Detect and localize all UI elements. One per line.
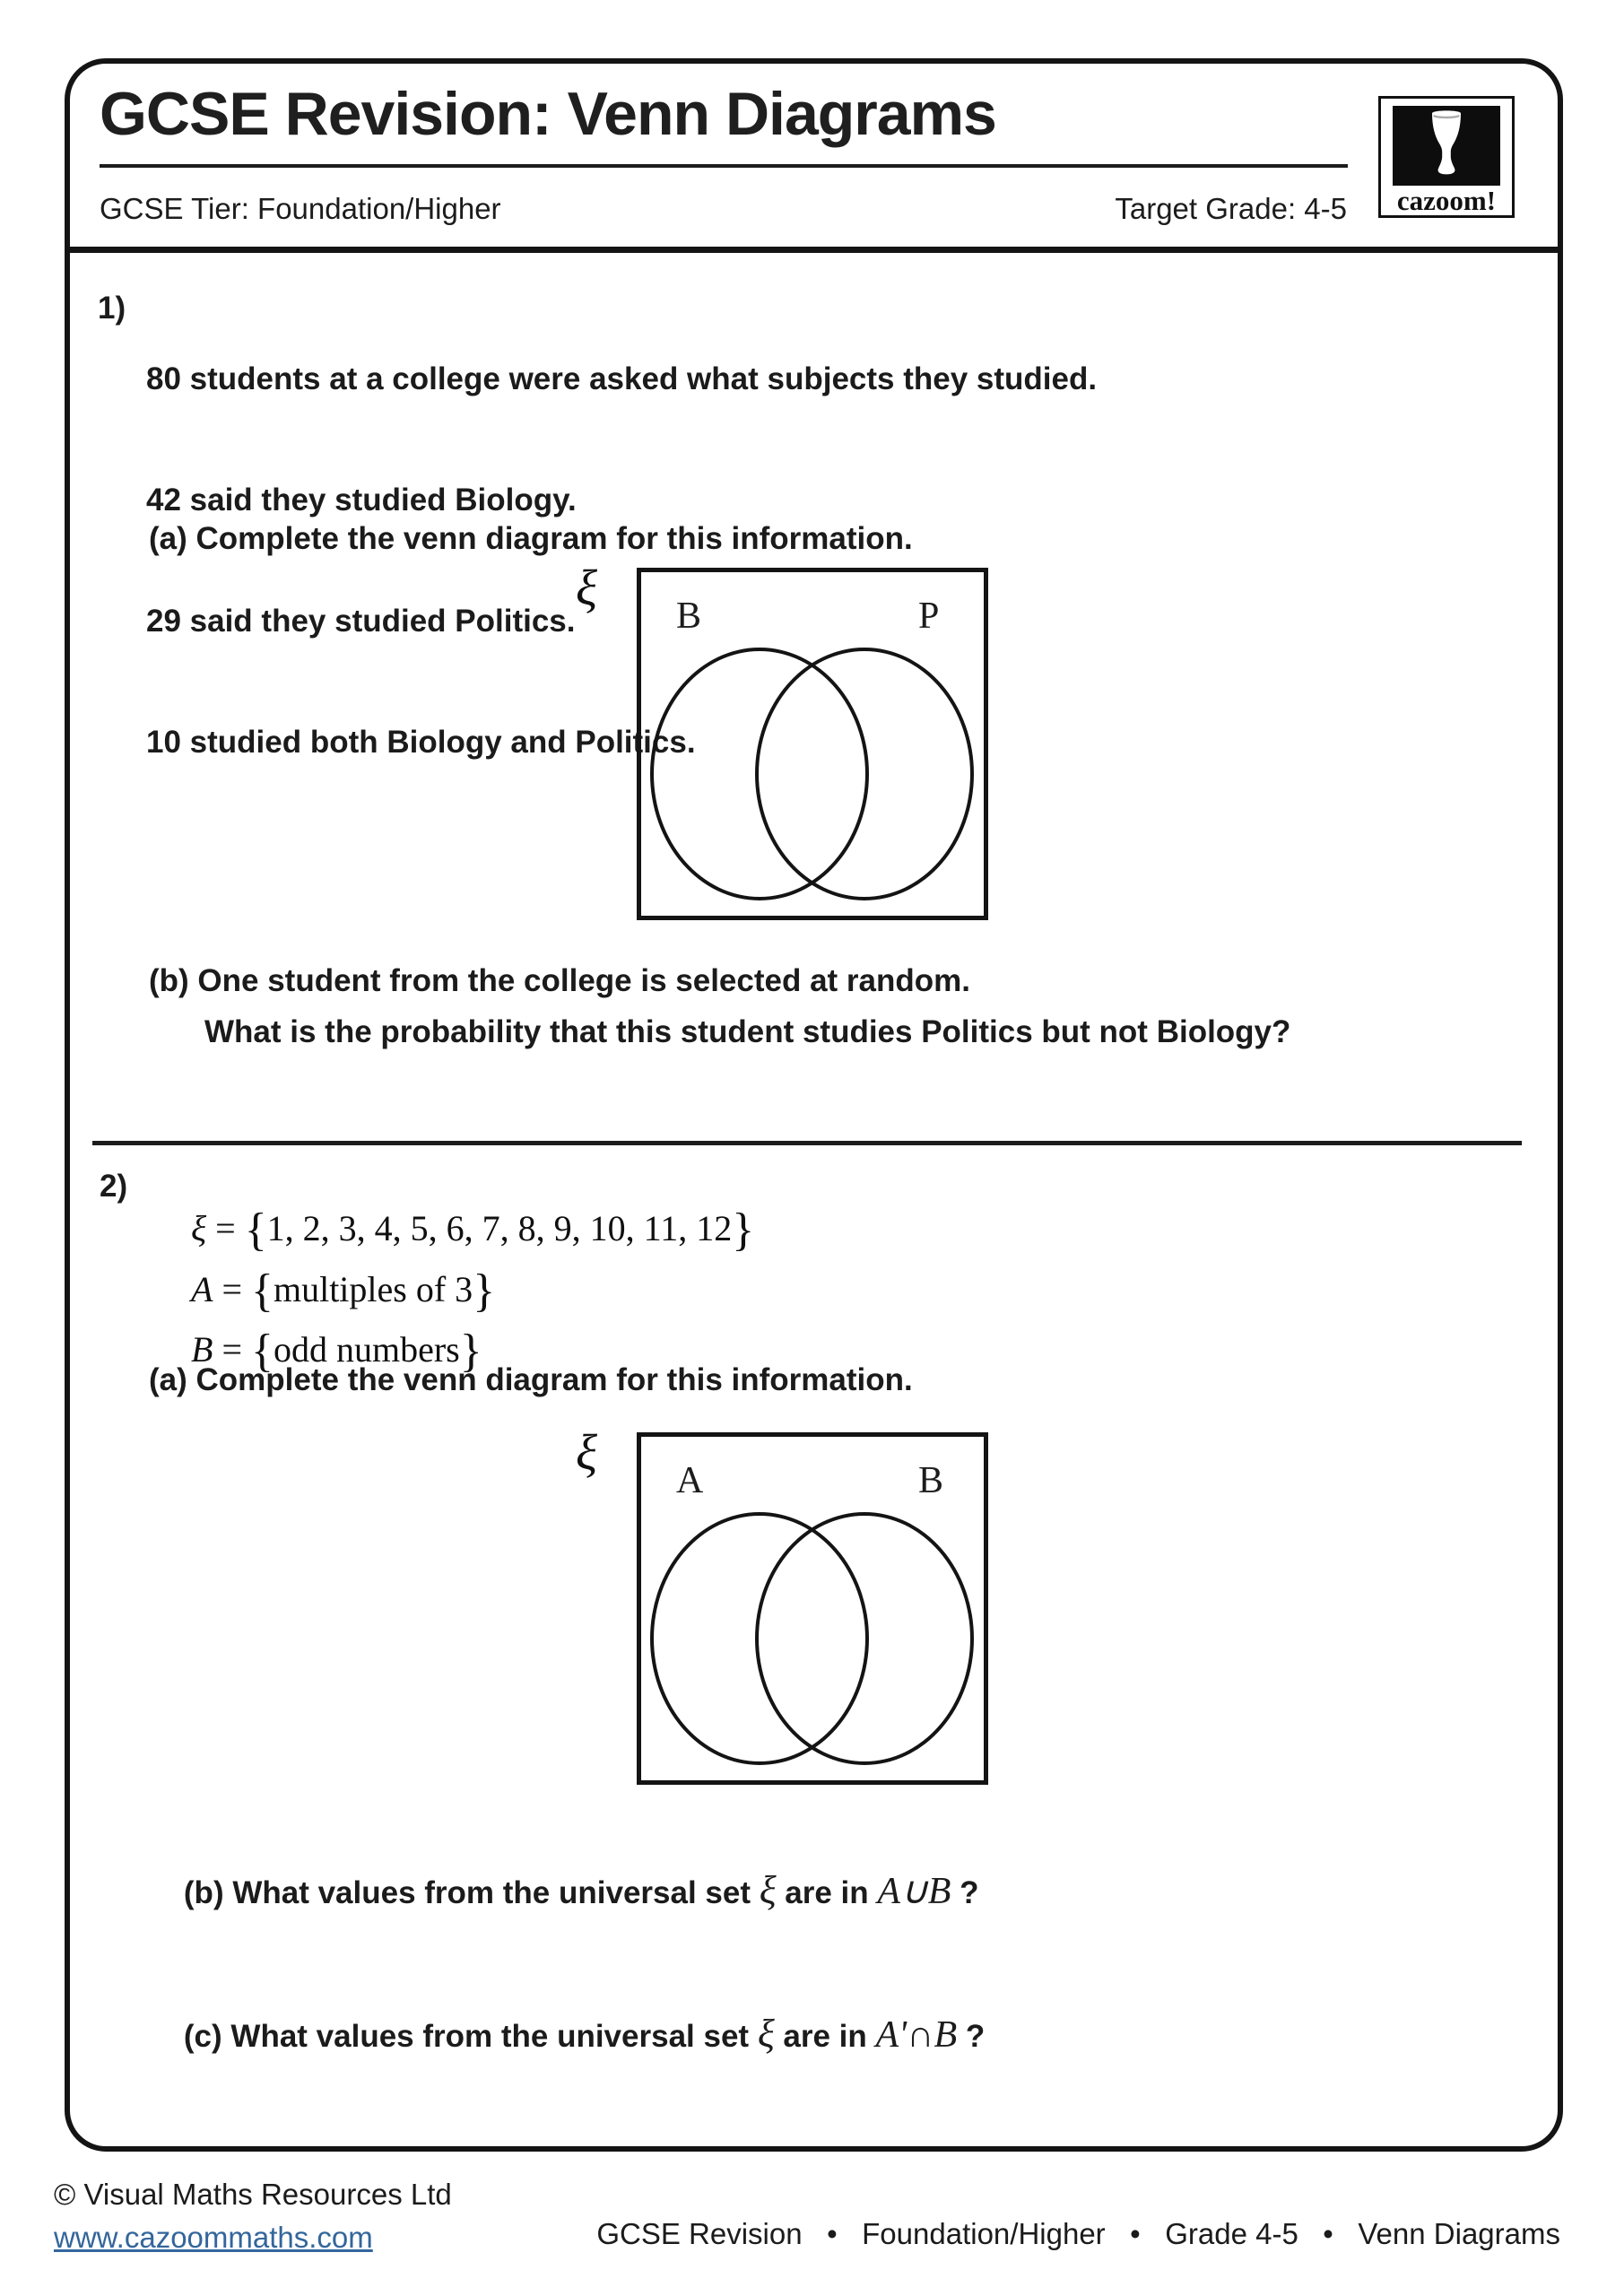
title-underline bbox=[100, 164, 1348, 168]
set-label-left: B bbox=[676, 596, 702, 637]
set-expression-intersection: A'∩B bbox=[875, 2014, 958, 2056]
venn-diagram-1 bbox=[574, 563, 1000, 931]
q2-part-b bbox=[149, 1830, 979, 1952]
set-variable: B bbox=[191, 1328, 213, 1370]
q1-line-2: 42 said they studied Biology. bbox=[146, 483, 577, 517]
section-divider bbox=[92, 1141, 1522, 1145]
equals-sign: = bbox=[213, 1328, 251, 1370]
q1-line-3: 29 said they studied Politics. bbox=[146, 604, 576, 639]
q2-part-c bbox=[149, 1973, 985, 2096]
close-brace: } bbox=[732, 1205, 755, 1256]
open-brace: { bbox=[251, 1326, 274, 1377]
q1-number: 1) bbox=[98, 291, 126, 326]
universal-set-symbol: ξ bbox=[576, 1425, 597, 1481]
q2-part-c-suffix: ? bbox=[957, 2019, 986, 2054]
equals-sign: = bbox=[206, 1207, 245, 1248]
set-circle-right bbox=[755, 1512, 974, 1765]
q1-line-1: 80 students at a college were asked what subjects they studied. bbox=[146, 361, 1098, 396]
cazoom-logo-background bbox=[1393, 106, 1500, 186]
page-title: GCSE Revision: Venn Diagrams bbox=[100, 80, 996, 148]
q1-part-b-line2: What is the probability that this student studies Politics but not Biology? bbox=[204, 1014, 1291, 1049]
set-elements: 1, 2, 3, 4, 5, 6, 7, 8, 9, 10, 11, 12 bbox=[266, 1207, 733, 1248]
q2-number: 2) bbox=[100, 1169, 128, 1204]
set-label-right: B bbox=[918, 1460, 944, 1501]
equals-sign: = bbox=[213, 1268, 251, 1309]
set-variable: ξ bbox=[191, 1207, 207, 1248]
q2-part-c-prefix: (c) What values from the universal set bbox=[183, 2019, 758, 2054]
set-circle-right bbox=[755, 648, 974, 900]
universal-set-symbol-inline: ξ bbox=[759, 1868, 777, 1912]
q1-line-4: 10 studied both Biology and Politics. bbox=[146, 725, 696, 760]
q2-part-b-suffix: ? bbox=[951, 1875, 979, 1910]
set-variable: A bbox=[191, 1268, 213, 1309]
close-brace: } bbox=[473, 1265, 496, 1317]
q1-part-b-line1: (b) One student from the college is selected at random. bbox=[149, 963, 970, 998]
q1-part-a: (a) Complete the venn diagram for this information. bbox=[149, 521, 913, 556]
q2-part-a: (a) Complete the venn diagram for this information. bbox=[149, 1362, 913, 1397]
cazoom-logo bbox=[1378, 96, 1515, 218]
close-brace: } bbox=[459, 1326, 482, 1377]
header-separator bbox=[67, 247, 1558, 253]
q2-part-b-middle: are in bbox=[776, 1875, 878, 1910]
cazoommaths-link[interactable]: www.cazoommaths.com bbox=[54, 2221, 373, 2254]
target-grade-label: Target Grade: 4-5 bbox=[1115, 192, 1347, 225]
set-label-right: P bbox=[918, 596, 940, 637]
set-elements: odd numbers bbox=[273, 1328, 460, 1370]
q2-part-b-prefix: (b) What values from the universal set bbox=[183, 1875, 760, 1910]
open-brace: { bbox=[244, 1205, 267, 1256]
set-elements: multiples of 3 bbox=[273, 1268, 473, 1309]
set-expression-union: A∪B bbox=[877, 1871, 951, 1912]
footer-breadcrumb: GCSE Revision • Foundation/Higher • Grade 4-5 • Venn Diagrams bbox=[596, 2217, 1560, 2250]
copyright-text: © Visual Maths Resources Ltd bbox=[54, 2178, 452, 2211]
venn-diagram-2 bbox=[574, 1425, 1000, 1796]
cazoom-logo-text: cazoom! bbox=[1396, 185, 1497, 216]
tier-label: GCSE Tier: Foundation/Higher bbox=[100, 192, 501, 225]
open-brace: { bbox=[251, 1265, 274, 1317]
q2-part-c-middle: are in bbox=[774, 2019, 876, 2054]
drum-icon bbox=[1424, 108, 1469, 184]
universal-set-symbol-inline: ξ bbox=[757, 2012, 775, 2056]
set-label-left: A bbox=[676, 1460, 704, 1501]
universal-set-symbol: ξ bbox=[576, 561, 597, 616]
